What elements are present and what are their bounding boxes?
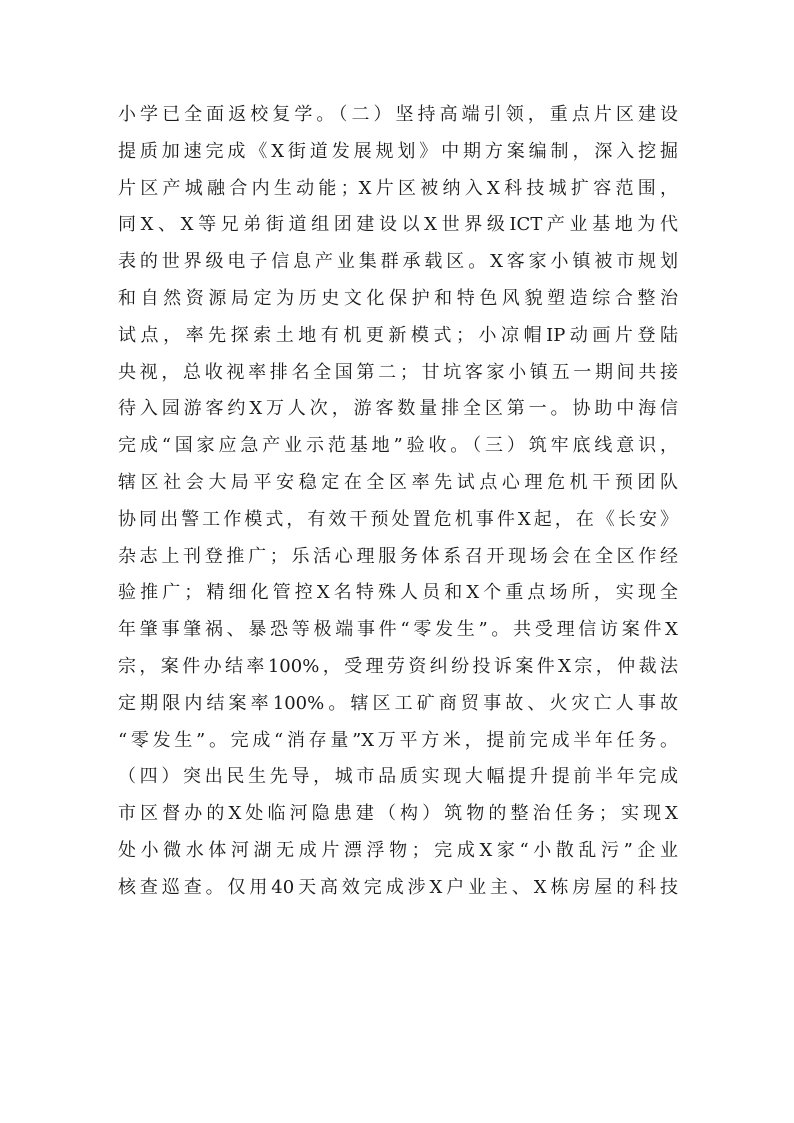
text-line: 小学已全面返校复学。（二）坚持高端引领，重点片区建设 <box>118 104 678 125</box>
text-line: 杂志上刊登推广；乐活心理服务体系召开现场会在全区作经 <box>118 545 678 567</box>
text-line: 协同出警工作模式，有效干预处置危机事件X起，在《长安》 <box>118 508 678 530</box>
text-line: 和自然资源局定为历史文化保护和特色风貌塑造综合整治 <box>118 287 678 309</box>
text-line: “零发生”。完成“消存量”X万平方米，提前完成半年任务。 <box>118 729 678 751</box>
text-line: 央视，总收视率排名全国第二；甘坑客家小镇五一期间共接 <box>118 361 678 383</box>
text-line: 辖区社会大局平安稳定在全区率先试点心理危机干预团队 <box>118 471 678 493</box>
text-line: 处小微水体河湖无成片漂浮物；完成X家“小散乱污”企业 <box>118 839 678 861</box>
text-line: 同X、X等兄弟街道组团建设以X世界级ICT产业基地为代 <box>118 214 678 236</box>
text-line: 完成“国家应急产业示范基地”验收。（三）筑牢底线意识， <box>118 435 678 457</box>
text-line: 表的世界级电子信息产业集群承载区。X客家小镇被市规划 <box>118 251 678 273</box>
text-line: 试点，率先探索土地有机更新模式；小凉帽IP动画片登陆 <box>118 324 678 346</box>
text-line: 定期限内结案率100%。辖区工矿商贸事故、火灾亡人事故 <box>118 692 678 714</box>
text-line: 片区产城融合内生动能；X片区被纳入X科技城扩容范围， <box>118 177 678 199</box>
text-line: 核查巡查。仅用40天高效完成涉X户业主、X栋房屋的科技 <box>118 876 678 898</box>
text-line: 市区督办的X处临河隐患建（构）筑物的整治任务；实现X <box>118 803 678 825</box>
text-line: 提质加速完成《X街道发展规划》中期方案编制，深入挖掘 <box>118 140 678 162</box>
text-line: 宗，案件办结率100%，受理劳资纠纷投诉案件X宗，仲裁法 <box>118 655 678 677</box>
text-line: （四）突出民生先导，城市品质实现大幅提升提前半年完成 <box>118 766 678 788</box>
text-line: 待入园游客约X万人次，游客数量排全区第一。协助中海信 <box>118 398 678 420</box>
text-line: 验推广；精细化管控X名特殊人员和X个重点场所，实现全 <box>118 582 678 604</box>
body-text <box>118 97 678 907</box>
text-line: 年肇事肇祸、暴恐等极端事件“零发生”。共受理信访案件X <box>118 619 678 641</box>
